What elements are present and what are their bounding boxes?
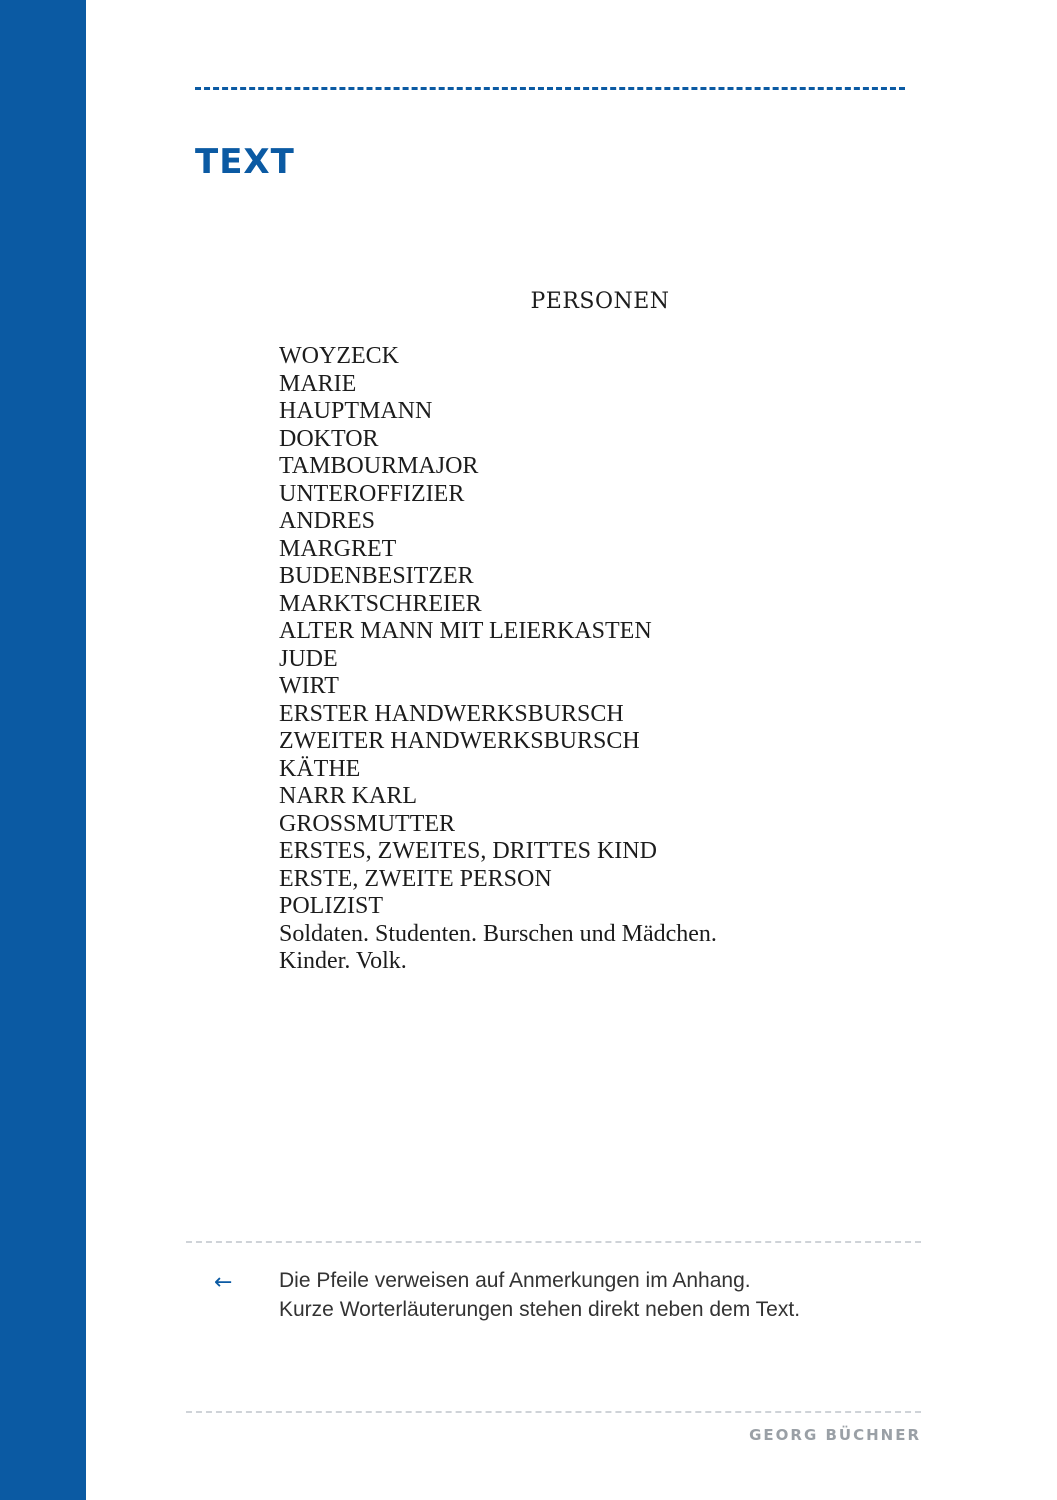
arrow-left-icon: ← — [214, 1270, 233, 1295]
cast-extras: Soldaten. Studenten. Burschen und Mädchen. — [279, 920, 717, 947]
cast-member: MARGRET — [279, 535, 397, 562]
cast-member: ERSTER HANDWERKSBURSCH — [279, 700, 624, 727]
cast-member: NARR KARL — [279, 783, 418, 809]
footer-rule — [186, 1411, 921, 1413]
cast-member: ZWEITER HANDWERKSBURSCH — [279, 728, 640, 754]
note-line: Die Pfeile verweisen auf Anmerkungen im Anhang. — [279, 1269, 751, 1292]
cast-member: UNTEROFFIZIER — [279, 480, 465, 507]
cast-member: WOYZECK — [279, 343, 399, 369]
side-color-bar — [0, 0, 86, 1500]
cast-member: BUDENBESITZER — [279, 563, 474, 589]
cast-member: ERSTES, ZWEITES, DRITTES KIND — [279, 838, 657, 864]
cast-member: DOKTOR — [279, 425, 379, 452]
note-line: Kurze Worterläuterungen stehen direkt neben dem Text. — [279, 1298, 801, 1321]
cast-heading: PERSONEN — [530, 289, 670, 314]
cast-member: MARKTSCHREIER — [279, 590, 482, 617]
cast-member: KÄTHE — [279, 755, 361, 782]
cast-member: ANDRES — [279, 508, 376, 534]
section-title: TEXT — [195, 142, 295, 182]
cast-member: WIRT — [279, 673, 339, 699]
cast-member: POLIZIST — [279, 893, 383, 919]
note-top-rule — [186, 1241, 921, 1243]
cast-member: ERSTE, ZWEITE PERSON — [279, 865, 552, 892]
cast-member: TAMBOURMAJOR — [279, 453, 479, 479]
cast-extras: Kinder. Volk. — [279, 948, 407, 974]
cast-member: JUDE — [279, 645, 338, 672]
cast-member: HAUPTMANN — [279, 398, 433, 424]
cast-member: ALTER MANN MIT LEIERKASTEN — [279, 618, 652, 644]
footer-author: GEORG BÜCHNER — [749, 1426, 921, 1444]
note-text — [279, 1266, 800, 1324]
top-dashed-rule — [195, 87, 905, 90]
cast-member: MARIE — [279, 370, 357, 397]
cast-member: GROSSMUTTER — [279, 810, 456, 837]
cast-list — [279, 343, 717, 976]
